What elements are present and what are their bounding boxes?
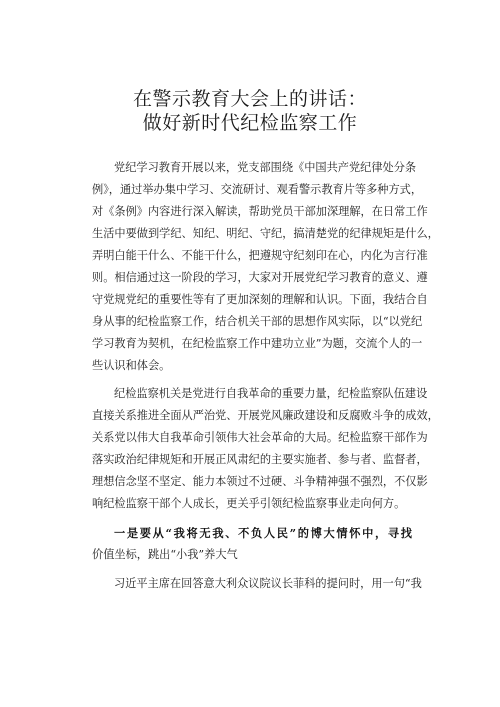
paragraph-2-line: 纪检监察机关是党进行自我革命的重要力量，纪检监察队伍建设 — [114, 387, 428, 400]
paragraph-1-line: 例》，通过举办集中学习、交流研讨、观看警示教育片等多种方式， — [92, 183, 423, 196]
paragraph-3-line: 习近平主席在回答意大利众议院议长菲科的提问时，用一句“我 — [114, 577, 422, 590]
paragraph-1-line: 些认识和体会。 — [92, 359, 171, 372]
document-title-line-1: 在警示教育大会上的讲话： — [132, 88, 367, 110]
paragraph-2-line: 理想信念坚不坚定、能力本领过不过硬、斗争精神强不强烈，不仅影 — [92, 475, 428, 488]
paragraph-1-line: 则。相信通过这一阶段的学习，大家对开展党纪学习教育的意义、遵 — [92, 271, 428, 284]
paragraph-2-line: 关系党以伟大自我革命引领伟大社会革命的大局。纪检监察干部作为 — [92, 431, 428, 444]
document-title-line-2: 做好新时代纪检监察工作 — [142, 112, 358, 134]
paragraph-1-line: 弄明白能干什么、不能干什么，把遵规守纪刻印在心，内化为言行准 — [92, 249, 428, 262]
paragraph-1-line: 身从事的纪检监察工作，结合机关干部的思想作风实际，以“以党纪 — [92, 315, 423, 328]
paragraph-2-line: 直接关系推进全面从严治党、开展党风廉政建设和反腐败斗争的成效， — [92, 409, 439, 422]
paragraph-1-line: 党纪学习教育开展以来，党支部围绕《中国共产党纪律处分条 — [114, 161, 417, 174]
paragraph-1-line: 守党规党纪的重要性等有了更加深刻的理解和认识。下面，我结合自 — [92, 293, 428, 306]
paragraph-1-line: 对《条例》内容进行深入解读，帮助党员干部加深理解，在日常工作 — [92, 205, 428, 218]
section-heading-line-1: 一是要从“我将无我、不负人民”的博大情怀中，寻找 — [114, 526, 412, 540]
paragraph-1-line: 生活中要做到学纪、知纪、明纪、守纪，搞清楚党的纪律规矩是什么， — [92, 227, 439, 240]
paragraph-2-line: 落实政治纪律规矩和开展正风肃纪的主要实施者、参与者、监督者， — [92, 453, 428, 466]
paragraph-1-line: 学习教育为契机，在纪检监察工作中建功立业”为题，交流个人的一 — [92, 337, 423, 350]
section-heading-line-2: 价值坐标，跳出“小我”养大气 — [92, 548, 238, 561]
paragraph-2-line: 响纪检监察干部个人成长，更关乎引领纪检监察事业走向何方。 — [92, 497, 406, 510]
